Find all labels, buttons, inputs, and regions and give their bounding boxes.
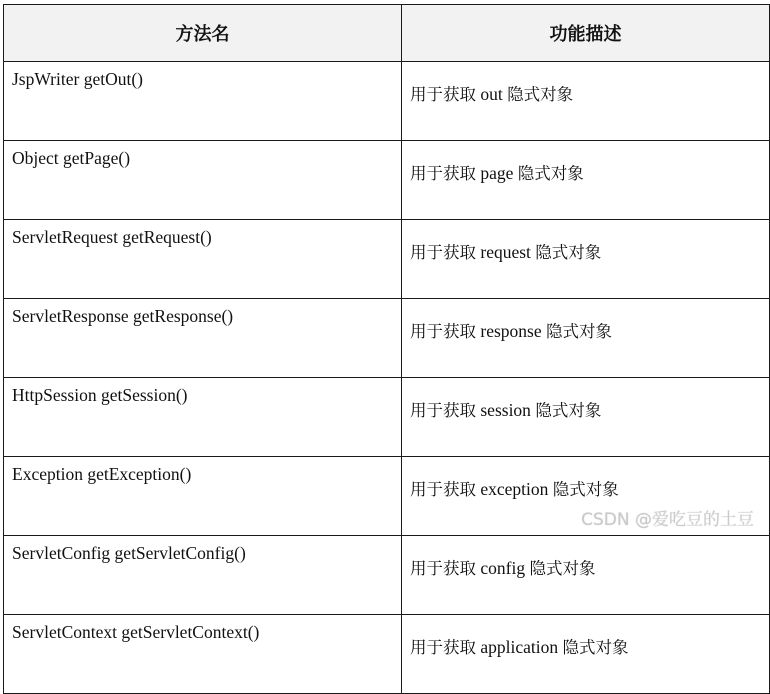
table-row <box>4 299 770 378</box>
table-header-row <box>4 5 770 62</box>
method-cell: ServletRequest getRequest() <box>4 220 402 299</box>
desc-prefix: 用于获取 <box>410 401 476 420</box>
table-row <box>4 378 770 457</box>
object-name: session <box>480 400 531 420</box>
object-name: config <box>480 558 526 578</box>
object-name: response <box>480 321 542 341</box>
desc-suffix: 隐式对象 <box>507 85 574 104</box>
method-cell: ServletContext getServletContext() <box>4 615 402 694</box>
method-cell: ServletConfig getServletConfig() <box>4 536 402 615</box>
desc-prefix: 用于获取 <box>410 164 476 183</box>
desc-suffix: 隐式对象 <box>535 401 602 420</box>
method-cell: Exception getException() <box>4 457 402 536</box>
desc-prefix: 用于获取 <box>410 322 476 341</box>
desc-suffix: 隐式对象 <box>552 480 619 499</box>
description-cell <box>402 378 770 457</box>
description-header: 功能描述 <box>402 5 770 62</box>
table-row <box>4 457 770 536</box>
method-cell: ServletResponse getResponse() <box>4 299 402 378</box>
object-name: request <box>480 242 531 262</box>
table-row <box>4 615 770 694</box>
desc-prefix: 用于获取 <box>410 480 476 499</box>
description-cell <box>402 457 770 536</box>
desc-suffix: 隐式对象 <box>535 243 602 262</box>
description-cell <box>402 536 770 615</box>
method-cell: HttpSession getSession() <box>4 378 402 457</box>
table-row <box>4 536 770 615</box>
object-name: page <box>480 163 514 183</box>
description-cell <box>402 62 770 141</box>
description-cell <box>402 220 770 299</box>
desc-prefix: 用于获取 <box>410 85 476 104</box>
description-cell <box>402 615 770 694</box>
description-cell <box>402 141 770 220</box>
method-cell: JspWriter getOut() <box>4 62 402 141</box>
desc-prefix: 用于获取 <box>410 243 476 262</box>
object-name: out <box>480 84 503 104</box>
method-name-header: 方法名 <box>4 5 402 62</box>
table-row <box>4 62 770 141</box>
desc-suffix: 隐式对象 <box>545 322 612 341</box>
table-row <box>4 220 770 299</box>
table-row <box>4 141 770 220</box>
desc-prefix: 用于获取 <box>410 559 476 578</box>
desc-suffix: 隐式对象 <box>529 559 596 578</box>
desc-suffix: 隐式对象 <box>562 638 629 657</box>
desc-prefix: 用于获取 <box>410 638 476 657</box>
pagecontext-methods-table <box>3 4 770 694</box>
csdn-watermark: CSDN @爱吃豆的土豆 <box>581 510 754 530</box>
method-cell: Object getPage() <box>4 141 402 220</box>
object-name: exception <box>480 479 549 499</box>
description-cell <box>402 299 770 378</box>
desc-suffix: 隐式对象 <box>517 164 584 183</box>
object-name: application <box>480 637 559 657</box>
